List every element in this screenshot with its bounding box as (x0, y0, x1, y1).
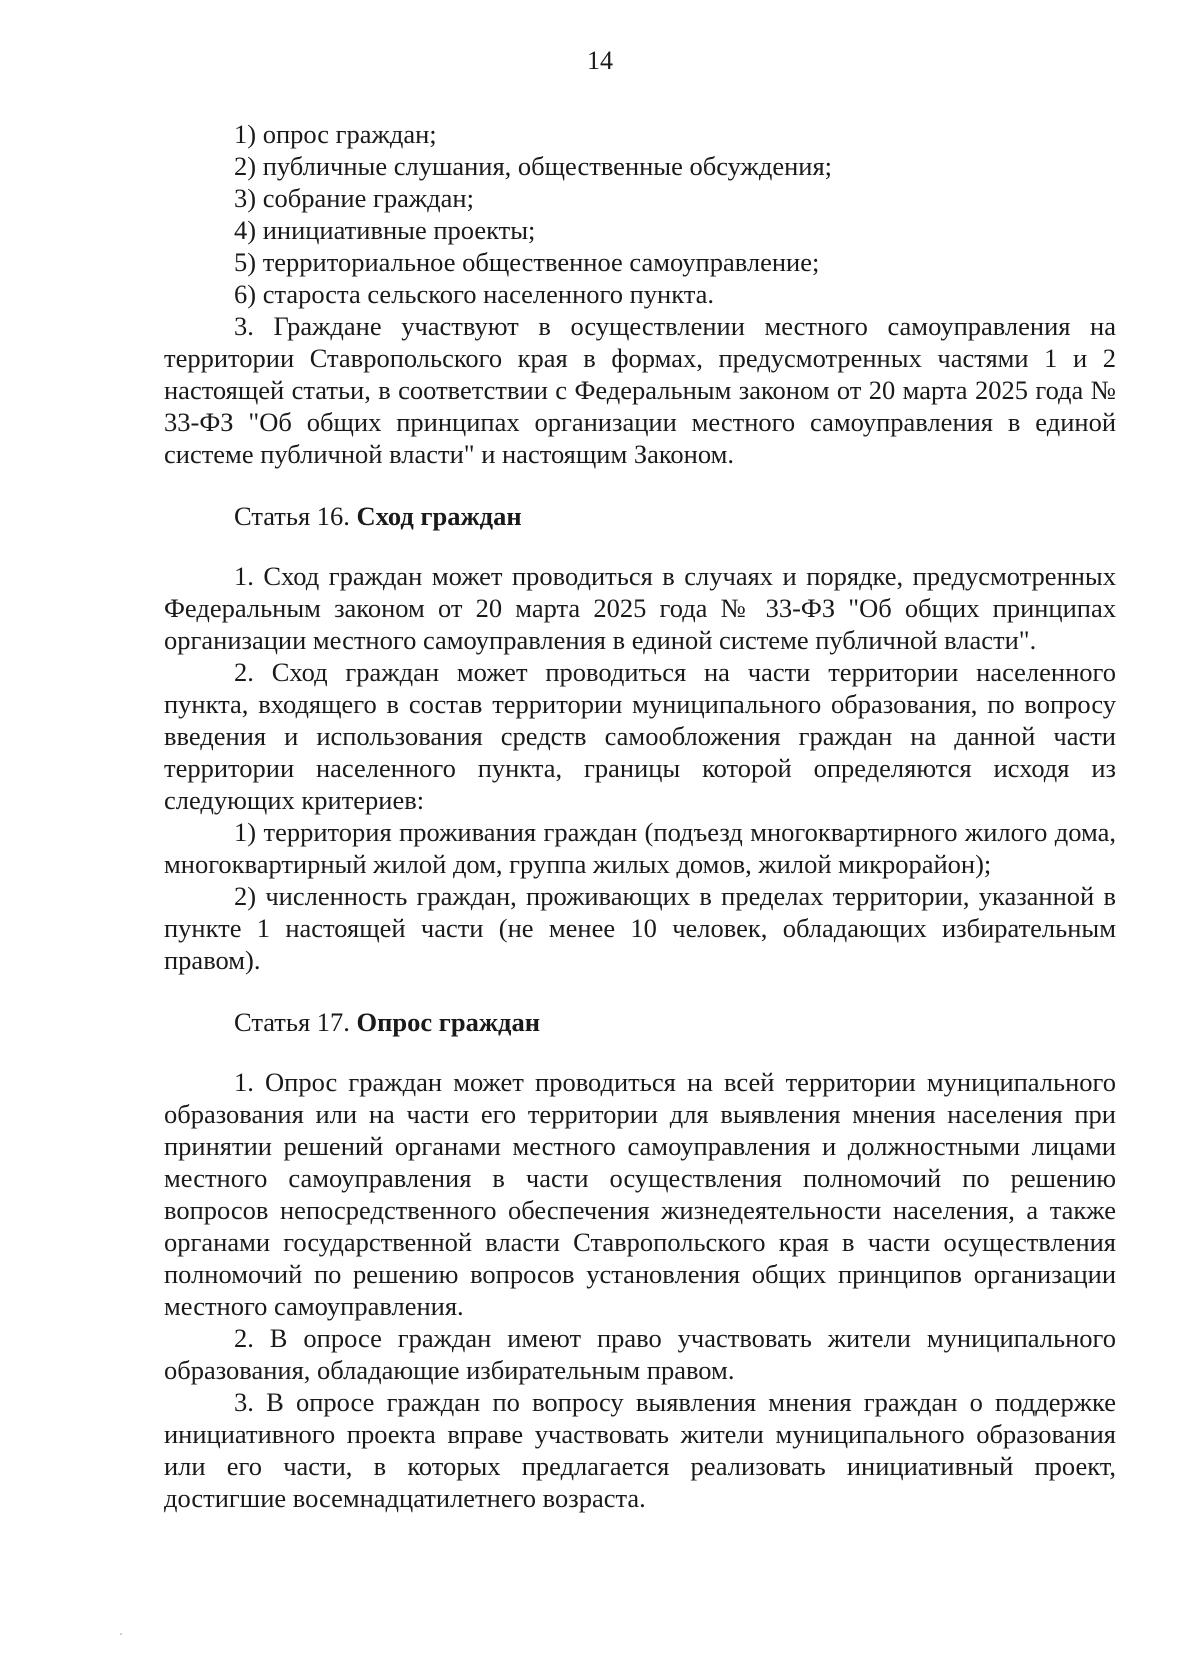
article-title: Опрос граждан (356, 1007, 540, 1037)
list-item: 6) староста сельского населенного пункта. (234, 279, 715, 309)
list-item: 5) территориальное общественное самоуправление; (234, 247, 820, 277)
paragraph: 2) численность граждан, проживающих в пределах территории, указанной в пункте 1 настоящей части (не менее 10 человек, обладающих избирательным правом). (164, 881, 1116, 975)
list-item: 4) инициативные проекты; (234, 215, 536, 245)
list-item: 3) собрание граждан; (234, 183, 474, 213)
page-number: 14 (587, 46, 613, 75)
list-item: 1) опрос граждан; (234, 119, 437, 149)
paragraph: 3. Граждане участвуют в осуществлении местного самоуправления на территории Ставропольского края в формах, предусмотренных частями 1 и 2 настоящей статьи, в соответствии с Федеральным законом от 20 марта 2025 года № 33-ФЗ "Об общих принципах организации местного самоуправления в единой системе публичной власти" и настоящим Законом. (164, 311, 1116, 469)
paragraph: 1) территория проживания граждан (подъезд многоквартирного жилого дома, многоквартирный жилой дом, группа жилых домов, жилой микрорайон); (164, 817, 1116, 879)
paragraph: 2. В опросе граждан имеют право участвовать жители муниципального образования, обладающие избирательным правом. (164, 1323, 1116, 1385)
paragraph: 1. Опрос граждан может проводиться на всей территории муниципального образования или на части его территории для выявления мнения населения при принятии решений органами местного самоуправления и должностными лицами местного самоуправления в части осуществления полномочий по решению вопросов непосредственного обеспечения жизнедеятельности населения, а также органами государственной власти Ставропольского края в части осуществления полномочий по решению вопросов установления общих принципов организации местного самоуправления. (164, 1067, 1116, 1321)
scan-speck (120, 1633, 122, 1635)
article-title: Сход граждан (356, 501, 522, 531)
article-17-heading (164, 1006, 1116, 1038)
article-16-heading (164, 500, 1116, 532)
paragraph: 1. Сход граждан может проводиться в случаях и порядке, предусмотренных Федеральным законом от 20 марта 2025 года № 33-ФЗ "Об общих принципах организации местного самоуправления в единой системе публичной власти". (164, 561, 1116, 655)
list-item: 2) публичные слушания, общественные обсуждения; (234, 151, 833, 181)
paragraph: 2. Сход граждан может проводиться на части территории населенного пункта, входящего в состав территории муниципального образования, по вопросу введения и использования средств самообложения граждан на данной части территории населенного пункта, границы которой определяются исходя из следующих критериев: (164, 657, 1116, 815)
article-label: Статья 17. (234, 1007, 350, 1037)
article-label: Статья 16. (234, 501, 350, 531)
paragraph: 3. В опросе граждан по вопросу выявления мнения граждан о поддержке инициативного проекта вправе участвовать жители муниципального образования или его части, в которых предлагается реализовать инициативный проект, достигшие восемнадцатилетнего возраста. (164, 1387, 1116, 1513)
document-body (164, 118, 1116, 1514)
